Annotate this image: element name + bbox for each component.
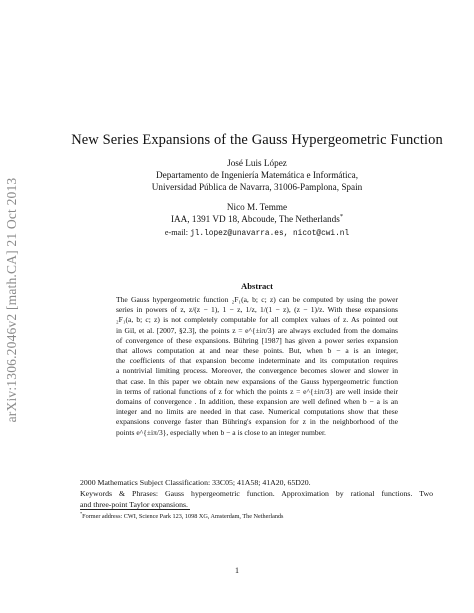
email-label: e-mail:	[164, 228, 189, 237]
footnote-text: Former address: CWI, Science Park 123, 1098 XG, Amsterdam, The Netherlands	[82, 513, 284, 520]
author2-affiliation: IAA, 1391 VD 18, Abcoude, The Netherlands	[170, 213, 340, 224]
abstract-line: expansions converge faster than Bühring's expansion for z in the neighborhood of the	[116, 417, 398, 427]
author-block	[40, 157, 474, 225]
abstract-line: series in powers of z, z/(z − 1), 1 − z, 1/z, 1/(1 − z), (z − 1)/z. With these expansions	[116, 305, 398, 315]
footnote-mark: *	[80, 510, 83, 516]
author1-department: Departamento de Ingeniería Matemática e Informática,	[155, 170, 359, 181]
abstract-line: a nontrivial limiting process. Moreover, the convergence becomes slower and slower in	[116, 366, 398, 376]
msc-classification: 2000 Mathematics Subject Classification: 33C05; 41A58; 41A20, 65D20.	[80, 478, 311, 487]
keywords-line: Keywords & Phrases: Gauss hypergeometric function. Approximation by rational functions. Two	[80, 489, 433, 498]
footnote-rule	[80, 509, 190, 510]
abstract-line: in terms of rational functions of z for which the points z = e^{±iπ/3} are well inside their	[116, 386, 398, 396]
abstract-line: ₂F₁(a, b; c; z) is not completely computable for all complex values of z. As pointed out	[116, 315, 398, 325]
author1-university: Universidad Pública de Navarra, 31006-Pamplona, Spain	[151, 182, 363, 193]
footnote	[80, 510, 440, 521]
abstract-line: that allows computation at and near these points. But, when b − a is an integer,	[116, 346, 398, 356]
author2-footnote-mark: *	[339, 212, 344, 220]
abstract-line: The Gauss hypergeometric function ₂F₁(a, b; c; z) can be computed by using the power	[116, 295, 398, 304]
abstract-body	[116, 295, 398, 438]
abstract-line: integer and no limits are needed in that case. Numerical computations show that these	[116, 407, 398, 417]
abstract-line: of convergence of these expansions. Bühring [1987] has given a power series expansion	[116, 335, 398, 345]
abstract-line: that case. In this paper we obtain new expansions of the Gauss hypergeometric function	[116, 376, 398, 386]
author1-name: José Luis López	[227, 158, 287, 168]
email-addresses: jl.lopez@unavarra.es, nicot@cwi.nl	[190, 230, 350, 238]
author2-affiliation-line	[40, 213, 474, 225]
arxiv-identifier: arXiv:1306.2046v2 [math.CA] 21 Oct 2013	[4, 177, 19, 423]
abstract-line: in Gil, et al. [2007, §2.3], the points z = e^{±iπ/3} are always excluded from the domains	[116, 325, 398, 335]
abstract-line: domains of convergence . In addition, these expansion are well defined when b − a is an	[116, 397, 398, 407]
keywords	[80, 489, 433, 510]
email-line	[40, 228, 474, 238]
abstract-line: the coefficients of that expansion become indeterminate and its computation requires	[116, 356, 398, 366]
abstract-line: points e^{±iπ/3}, especially when b − a is close to an integer number.	[116, 427, 326, 437]
page-number: 1	[235, 566, 239, 575]
abstract-heading: Abstract	[241, 281, 273, 291]
paper-title: New Series Expansions of the Gauss Hypergeometric Function	[71, 132, 443, 148]
keywords-line: and three-point Taylor expansions.	[80, 499, 189, 509]
author2-name: Nico M. Temme	[226, 201, 288, 212]
